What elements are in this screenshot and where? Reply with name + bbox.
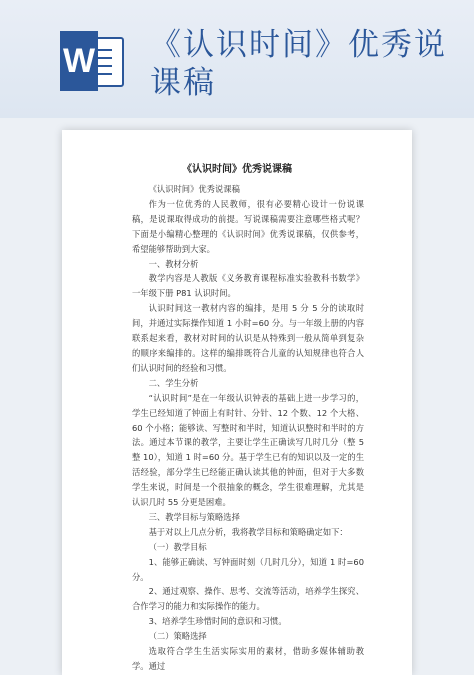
paragraph: （一）教学目标: [148, 541, 207, 552]
paragraph: 教学内容是人教版《义务教育课程标准实验教科书数学》一年级下册 P81 认识时间。: [132, 273, 364, 299]
paragraph: 一、教材分析: [148, 258, 199, 269]
paragraph: （二）策略选择: [148, 631, 207, 642]
paragraph: 3、培养学生珍惜时间的意识和习惯。: [148, 616, 287, 627]
document-page: [62, 130, 412, 675]
paragraph: 2、通过观察、操作、思考、交流等活动，培养学生探究、合作学习的能力和实际操作的能力。: [132, 586, 364, 612]
word-icon-letter: W: [60, 31, 98, 91]
header-banner: [0, 0, 474, 118]
paragraph: 基于对以上几点分析，我将教学目标和策略确定如下：: [148, 526, 348, 537]
paragraph: 作为一位优秀的人民教师，很有必要精心设计一份说课稿，是说课取得成功的前提。写说课稿需要注意哪些格式呢？下面是小编精心整理的《认识时间》优秀说课稿，仅供参考，希望能够帮助到大家。: [132, 198, 364, 254]
paragraph: 1、能够正确读、写钟面时刻（几时几分），知道 1 时=60 分。: [132, 556, 364, 582]
paragraph: 三、教学目标与策略选择: [148, 511, 240, 522]
document-body: [132, 182, 364, 674]
paragraph: 选取符合学生生活实际实用的素材，借助多媒体辅助教学。通过: [132, 646, 364, 671]
word-icon: [60, 31, 124, 91]
paragraph: “认识时间”是在一年级认识钟表的基础上进一步学习的，学生已经知道了钟面上有时针、分针、12 个数、12 个大格、60 个小格；能够读、写整时和半时，知道认识整时和半时的方法。通过本节课的教学，主要让学生正确读写几时几分（整 5 整 10），知道 1 时=60 分。基于学生已有的知识以及一定的生活经验，部分学生已经能正确认读其他的钟面，但对于大多数学生来说，时间是一个很抽象的概念，学生很难理解，尤其是认识几时 55 分更是困难。: [132, 392, 364, 508]
document-title: 《认识时间》优秀说课稿: [182, 164, 292, 175]
paragraph: 二、学生分析: [148, 377, 199, 388]
paragraph: 认识时间这一教材内容的编排，是用 5 分 5 分的读取时间，并通过实际操作知道 1 小时=60 分。与一年级上册的内容联系起来看，教材对时间的认识是从特殊到一般从简单到复杂的顺序来编排的。这样的编排既符合儿童的认知规律也符合人们认识时间的经验和习惯。: [132, 303, 364, 373]
paragraph: 《认识时间》优秀说课稿: [148, 184, 240, 194]
banner-title: 《认识时间》优秀说课稿: [150, 27, 447, 101]
